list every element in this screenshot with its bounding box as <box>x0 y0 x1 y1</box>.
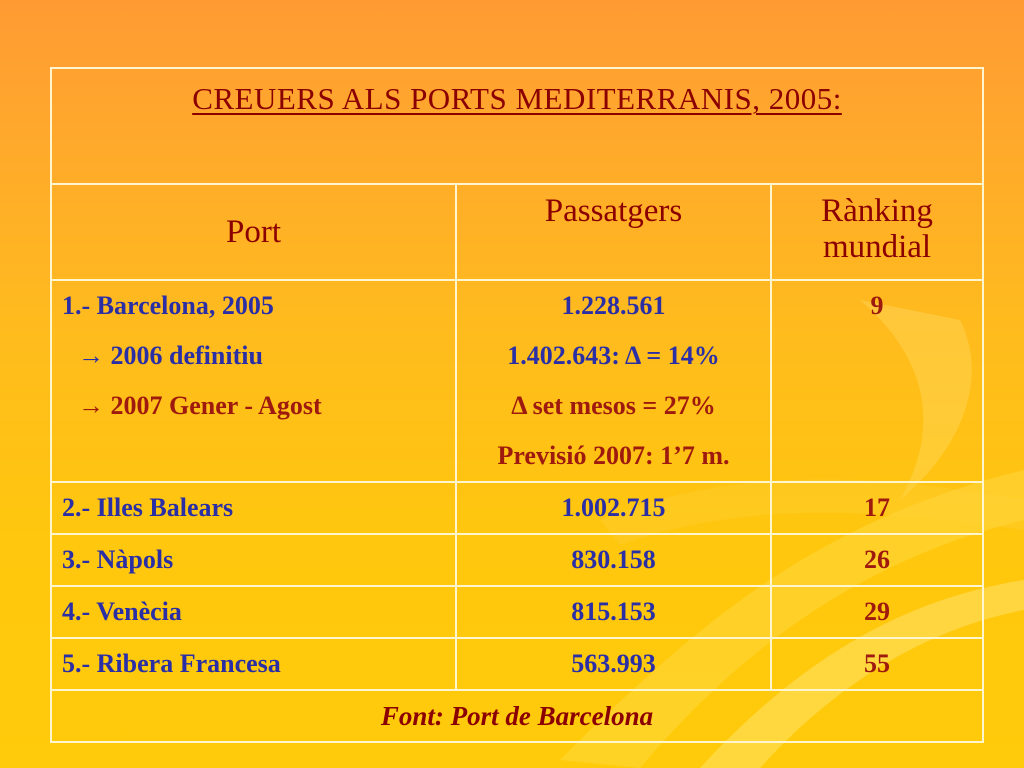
table-row <box>51 482 983 534</box>
cell-port: 3.- Nàpols <box>51 534 456 586</box>
ranking-barcelona: 9 <box>870 291 884 320</box>
cruise-table-container <box>50 67 982 731</box>
port-barcelona-2005: 1.- Barcelona, 2005 <box>62 291 274 320</box>
title-row <box>51 68 983 184</box>
port-barcelona-2006: → 2006 definitiu <box>78 341 263 370</box>
cell-ranking-barcelona <box>771 280 983 482</box>
cell-port: 4.- Venècia <box>51 586 456 638</box>
cell-port: 5.- Ribera Francesa <box>51 638 456 690</box>
cell-ranking: 26 <box>771 534 983 586</box>
header-passengers: Passatgers <box>456 184 771 280</box>
source-row <box>51 690 983 742</box>
cell-passengers-barcelona <box>456 280 771 482</box>
header-row <box>51 184 983 280</box>
table-row <box>51 586 983 638</box>
cell-port: 2.- Illes Balears <box>51 482 456 534</box>
table-title-cell <box>51 68 983 184</box>
table-title: CREUERS ALS PORTS MEDITERRANIS, 2005: <box>192 81 842 116</box>
table-row-barcelona <box>51 280 983 482</box>
source-note: Font: Port de Barcelona <box>51 690 983 742</box>
passengers-barcelona-2005: 1.228.561 <box>561 291 666 320</box>
cell-ranking: 29 <box>771 586 983 638</box>
passengers-barcelona-forecast: Previsió 2007: 1’7 m. <box>497 441 730 470</box>
header-ranking: Rànking mundial <box>771 184 983 280</box>
header-port: Port <box>51 184 456 280</box>
passengers-barcelona-seven-months: Δ set mesos = 27% <box>511 391 716 420</box>
cell-ranking: 17 <box>771 482 983 534</box>
port-barcelona-2007: → 2007 Gener - Agost <box>78 391 322 420</box>
cruise-ports-table <box>50 67 984 743</box>
cell-passengers: 830.158 <box>456 534 771 586</box>
cell-passengers: 1.002.715 <box>456 482 771 534</box>
passengers-barcelona-2006: 1.402.643: Δ = 14% <box>507 341 720 370</box>
cell-port-barcelona <box>51 280 456 482</box>
table-row <box>51 638 983 690</box>
cell-ranking: 55 <box>771 638 983 690</box>
table-row <box>51 534 983 586</box>
cell-passengers: 563.993 <box>456 638 771 690</box>
cell-passengers: 815.153 <box>456 586 771 638</box>
